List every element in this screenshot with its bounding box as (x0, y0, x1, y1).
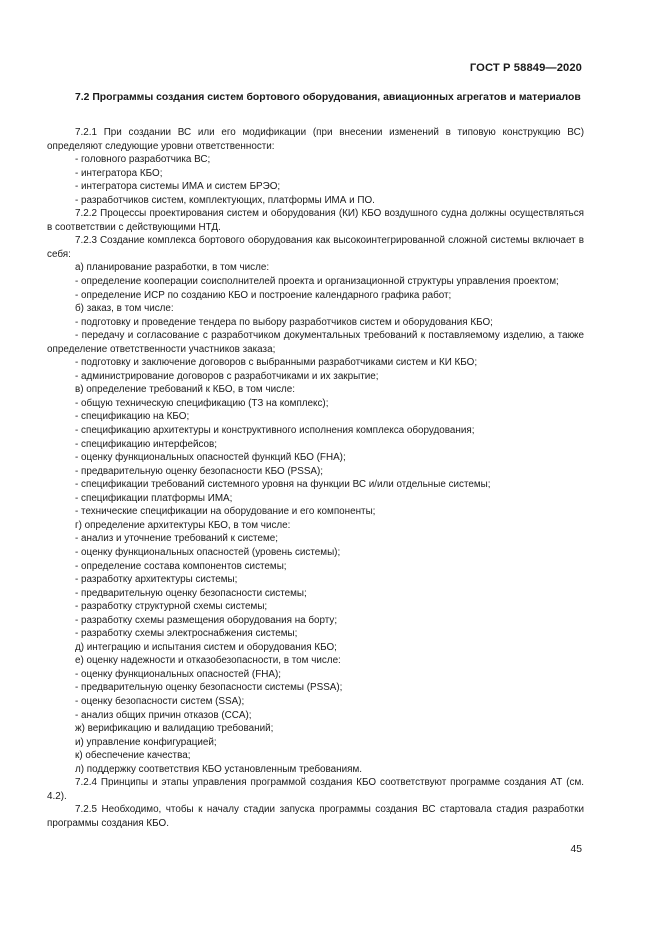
list-item: л) поддержку соответствия КБО установленным требованиям. (75, 763, 362, 775)
list-item: - подготовку и проведение тендера по выбору разработчиков систем и оборудования КБО; (75, 316, 493, 328)
list-item: - оценку функциональных опасностей (уровень системы); (75, 546, 341, 558)
section-title: 7.2 Программы создания систем бортового оборудования, авиационных агрегатов и материалов (75, 92, 581, 103)
list-item: - подготовку и заключение договоров с выбранными разработчиками систем и КИ КБО; (75, 357, 478, 369)
paragraph-7-2-3: 7.2.3 Создание комплекса бортового оборудования как высокоинтегрированной сложной системы включает в себя: (47, 235, 584, 260)
list-item: - предварительную оценку безопасности системы; (75, 587, 307, 599)
list-item: - оценку функциональных опасностей функций КБО (FHA); (75, 452, 346, 464)
page-number: 45 (570, 844, 582, 855)
list-item: и) управление конфигурацией; (75, 736, 217, 748)
list-item: - определение состава компонентов системы; (75, 560, 287, 572)
list-item: - оценку безопасности систем (SSA); (75, 695, 245, 707)
paragraph-7-2-5: 7.2.5 Необходимо, чтобы к началу стадии запуска программы создания ВС стартовала стадия разработки программы создания КБО. (47, 804, 584, 829)
list-item: в) определение требований к КБО, в том числе: (75, 384, 296, 396)
list-item: - разработку схемы электроснабжения системы; (75, 628, 298, 640)
list-item: - разработку архитектуры системы; (75, 574, 238, 586)
paragraph-7-2-4: 7.2.4 Принципы и этапы управления программой создания КБО соответствуют программе создания АТ (см. 4.2). (47, 777, 584, 802)
list-item: - предварительную оценку безопасности КБО (PSSA); (75, 465, 324, 477)
list-item: - оценку функциональных опасностей (FHA); (75, 668, 281, 680)
list-item: ж) верификацию и валидацию требований; (75, 723, 274, 735)
list-item: - анализ и уточнение требований к системе; (75, 533, 278, 545)
list-item: - общую техническую спецификацию (ТЗ на комплекс); (75, 397, 329, 409)
list-item: - интегратора системы ИМА и систем БРЭО; (75, 181, 281, 193)
list-item: - спецификации требований системного уровня на функции ВС и/или отдельные системы; (75, 479, 491, 491)
list-item: - разработку структурной схемы системы; (75, 601, 268, 613)
list-item: - спецификацию на КБО; (75, 411, 190, 423)
list-item: - определение кооперации соисполнителей проекта и организационной структуры управления проектом; (75, 276, 559, 288)
list-item: - передачу и согласование с разработчиком документальных требований к поставляемому изделию, а также определение ответственности участников заказа; (47, 330, 584, 355)
list-item: - спецификацию архитектуры и конструктивного исполнения комплекса оборудования; (75, 425, 475, 437)
list-item: г) определение архитектуры КБО, в том числе: (75, 519, 291, 531)
list-item: - интегратора КБО; (75, 167, 163, 179)
document-body (47, 126, 584, 830)
list-item: - разработчиков систем, комплектующих, платформы ИМА и ПО. (75, 194, 375, 206)
list-item: - головного разработчика ВС; (75, 154, 211, 166)
list-item: а) планирование разработки, в том числе: (75, 262, 270, 274)
list-item: - администрирование договоров с разработчиками и их закрытие; (75, 370, 379, 382)
list-item: - разработку схемы размещения оборудования на борту; (75, 614, 338, 626)
paragraph-7-2-2: 7.2.2 Процессы проектирования систем и оборудования (КИ) КБО воздушного судна должны осуществляться в соответствии с действующими НТД. (47, 208, 584, 233)
list-item: б) заказ, в том числе: (75, 303, 174, 315)
list-item: - технические спецификации на оборудование и его компоненты; (75, 506, 376, 518)
list-item: - определение ИСР по созданию КБО и построение календарного графика работ; (75, 289, 452, 301)
document-header: ГОСТ Р 58849—2020 (469, 62, 582, 74)
list-item: е) оценку надежности и отказобезопасности, в том числе: (75, 655, 341, 667)
list-item: - предварительную оценку безопасности системы (PSSA); (75, 682, 343, 694)
list-item: д) интеграцию и испытания систем и оборудования КБО; (75, 641, 337, 653)
paragraph-7-2-1: 7.2.1 При создании ВС или его модификации (при внесении изменений в типовую конструкцию ВС) определяют следующие уровни ответственности: (47, 127, 584, 152)
list-item: - анализ общих причин отказов (CCA); (75, 709, 252, 721)
list-item: - спецификации платформы ИМА; (75, 492, 233, 504)
list-item: к) обеспечение качества; (75, 750, 191, 762)
list-item: - спецификацию интерфейсов; (75, 438, 218, 450)
